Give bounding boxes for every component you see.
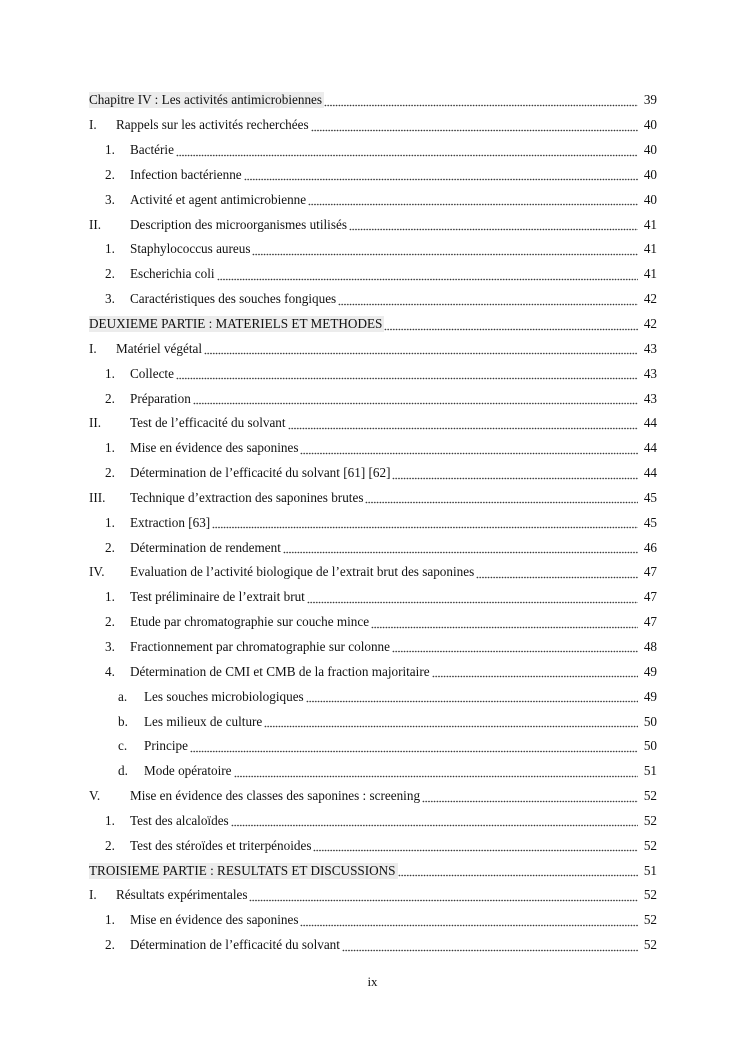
toc-entry-number: 1. — [105, 142, 115, 158]
toc-entry[interactable] — [89, 262, 657, 287]
toc-page-number: 40 — [643, 142, 657, 158]
dot-leader — [349, 222, 638, 232]
toc-page-number: 52 — [643, 812, 657, 828]
toc-entry-title: Fractionnement par chromatographie sur colonne — [130, 638, 390, 654]
dot-leader — [342, 943, 638, 953]
toc-entry-title: Escherichia coli — [130, 266, 215, 282]
toc-entry-number: 2. — [105, 539, 115, 555]
dot-leader — [476, 570, 638, 580]
toc-page-number: 51 — [643, 763, 657, 779]
toc-entry-title: Test des alcaloïdes — [130, 812, 229, 828]
toc-entry-title: Collecte — [130, 365, 174, 381]
toc-entry[interactable] — [89, 113, 657, 138]
toc-entry[interactable] — [89, 858, 657, 883]
toc-page-number: 40 — [643, 166, 657, 182]
dot-leader — [384, 322, 638, 332]
toc-entry-number: 3. — [105, 291, 115, 307]
toc-page-number: 40 — [643, 191, 657, 207]
toc-page-number: 39 — [643, 92, 657, 108]
dot-leader — [324, 98, 638, 108]
dot-leader — [176, 371, 638, 381]
toc-page-number: 52 — [643, 788, 657, 804]
dot-leader — [176, 148, 638, 158]
dot-leader — [311, 123, 638, 133]
toc-entry-title: Rappels sur les activités recherchées — [116, 117, 309, 133]
toc-entry[interactable] — [89, 486, 657, 511]
toc-entry-title: Etude par chromatographie sur couche mince — [130, 614, 370, 630]
toc-entry[interactable] — [89, 88, 657, 113]
toc-entry-number: 4. — [105, 663, 115, 679]
toc-entry-title: Extraction [63] — [130, 514, 211, 530]
toc-page-number: 42 — [643, 316, 657, 332]
dot-leader — [204, 346, 638, 356]
toc-entry[interactable] — [89, 386, 657, 411]
toc-entry[interactable] — [89, 908, 657, 933]
toc-entry[interactable] — [89, 759, 657, 784]
toc-entry-title: Activité et agent antimicrobienne — [130, 191, 307, 207]
toc-entry-number: I. — [89, 117, 97, 133]
toc-page-number: 52 — [643, 912, 657, 928]
toc-entry[interactable] — [89, 684, 657, 709]
dot-leader — [306, 694, 638, 704]
dot-leader — [307, 595, 638, 605]
dot-leader — [249, 893, 638, 903]
toc-entry-number: V. — [89, 788, 101, 804]
table-of-contents — [89, 88, 657, 958]
dot-leader — [212, 520, 638, 530]
dot-leader — [392, 644, 638, 654]
toc-entry-title: Détermination de l’efficacité du solvant [61] [62] — [130, 465, 391, 481]
toc-entry[interactable] — [89, 436, 657, 461]
toc-entry-number: II. — [89, 216, 102, 232]
toc-entry-number: 2. — [105, 837, 115, 853]
toc-entry[interactable] — [89, 212, 657, 237]
dot-leader — [422, 794, 638, 804]
toc-entry[interactable] — [89, 138, 657, 163]
toc-part-heading: Chapitre IV : Les activités antimicrobiennes — [89, 92, 323, 108]
toc-entry-number: 1. — [105, 912, 115, 928]
toc-page-number: 44 — [643, 440, 657, 456]
dot-leader — [264, 719, 638, 729]
dot-leader — [244, 172, 638, 182]
toc-entry-number: 1. — [105, 812, 115, 828]
toc-entry-title: Bactérie — [130, 142, 174, 158]
toc-entry-number: 2. — [105, 614, 115, 630]
toc-entry-title: Evaluation de l’activité biologique de l’extrait brut des saponines — [130, 564, 475, 580]
toc-page-number: 51 — [643, 862, 657, 878]
toc-page-number: 47 — [643, 564, 657, 580]
toc-part-heading: TROISIEME PARTIE : RESULTATS ET DISCUSSIONS — [89, 862, 396, 878]
dot-leader — [300, 918, 638, 928]
dot-leader — [338, 297, 638, 307]
toc-page-number: 52 — [643, 937, 657, 953]
toc-page-number: 49 — [643, 688, 657, 704]
dot-leader — [371, 620, 638, 630]
toc-page-number: 45 — [643, 514, 657, 530]
toc-entry-number: c. — [118, 738, 128, 754]
toc-page-number: 43 — [643, 390, 657, 406]
toc-entry-title: Technique d’extraction des saponines brutes — [130, 489, 364, 505]
toc-entry[interactable] — [89, 833, 657, 858]
toc-entry-title: Test de l’efficacité du solvant — [130, 415, 286, 431]
toc-page-number: 47 — [643, 614, 657, 630]
toc-entry-title: Mise en évidence des saponines — [130, 912, 299, 928]
toc-entry-number: 2. — [105, 390, 115, 406]
toc-page-number: 46 — [643, 539, 657, 555]
toc-entry[interactable] — [89, 585, 657, 610]
toc-entry[interactable] — [89, 560, 657, 585]
toc-entry-title: Test des stéroïdes et triterpénoides — [130, 837, 312, 853]
dot-leader — [217, 272, 638, 282]
toc-entry-title: Préparation — [130, 390, 191, 406]
toc-entry-number: I. — [89, 887, 97, 903]
toc-entry-title: Description des microorganismes utilisés — [130, 216, 347, 232]
toc-entry-number: a. — [118, 688, 128, 704]
toc-entry-title: Les milieux de culture — [144, 713, 263, 729]
dot-leader — [392, 471, 638, 481]
dot-leader — [365, 495, 638, 505]
toc-page-number: 41 — [643, 216, 657, 232]
toc-entry-title: Staphylococcus aureus — [130, 241, 251, 257]
toc-entry-number: 3. — [105, 638, 115, 654]
dot-leader — [283, 545, 638, 555]
toc-page-number: 50 — [643, 713, 657, 729]
toc-entry[interactable] — [89, 237, 657, 262]
toc-entry-title: Détermination de l’efficacité du solvant — [130, 937, 340, 953]
toc-entry[interactable] — [89, 163, 657, 188]
toc-page-number: 40 — [643, 117, 657, 133]
toc-entry[interactable] — [89, 734, 657, 759]
toc-entry-number: 1. — [105, 589, 115, 605]
toc-page-number: 47 — [643, 589, 657, 605]
dot-leader — [398, 868, 638, 878]
dot-leader — [190, 744, 638, 754]
toc-entry-title: Mode opératoire — [144, 763, 232, 779]
toc-entry-title: Infection bactérienne — [130, 166, 242, 182]
toc-entry[interactable] — [89, 535, 657, 560]
toc-entry[interactable] — [89, 336, 657, 361]
toc-entry[interactable] — [89, 808, 657, 833]
toc-entry[interactable] — [89, 635, 657, 660]
toc-entry-number: II. — [89, 415, 102, 431]
toc-entry[interactable] — [89, 287, 657, 312]
dot-leader — [300, 446, 638, 456]
dot-leader — [432, 669, 638, 679]
dot-leader — [234, 769, 638, 779]
toc-entry[interactable] — [89, 709, 657, 734]
toc-entry-title: Mise en évidence des saponines — [130, 440, 299, 456]
toc-entry-title: Détermination de CMI et CMB de la fraction majoritaire — [130, 663, 430, 679]
toc-page-number: 41 — [643, 266, 657, 282]
toc-entry-number: 1. — [105, 440, 115, 456]
toc-entry-number: III. — [89, 489, 106, 505]
toc-entry-number: 2. — [105, 266, 115, 282]
toc-page-number: 52 — [643, 887, 657, 903]
toc-entry-number: 2. — [105, 465, 115, 481]
toc-entry-number: 1. — [105, 365, 115, 381]
toc-entry-number: I. — [89, 340, 97, 356]
toc-entry-title: Mise en évidence des classes des saponines : screening — [130, 788, 421, 804]
toc-entry-title: Caractéristiques des souches fongiques — [130, 291, 337, 307]
toc-entry[interactable] — [89, 510, 657, 535]
toc-entry[interactable] — [89, 784, 657, 809]
toc-entry[interactable] — [89, 411, 657, 436]
toc-entry-title: Les souches microbiologiques — [144, 688, 304, 704]
toc-entry-title: Résultats expérimentales — [116, 887, 248, 903]
toc-entry-number: d. — [118, 763, 128, 779]
dot-leader — [308, 197, 638, 207]
toc-entry-number: 2. — [105, 937, 115, 953]
toc-entry-number: b. — [118, 713, 128, 729]
toc-entry-number: 3. — [105, 191, 115, 207]
toc-entry-title: Test préliminaire de l’extrait brut — [130, 589, 305, 605]
page-number: ix — [367, 974, 378, 989]
dot-leader — [231, 818, 638, 828]
toc-entry-number: 1. — [105, 514, 115, 530]
toc-entry-number: 2. — [105, 166, 115, 182]
toc-entry-title: Détermination de rendement — [130, 539, 281, 555]
toc-page-number: 43 — [643, 365, 657, 381]
toc-page-number: 50 — [643, 738, 657, 754]
toc-entry[interactable] — [89, 461, 657, 486]
toc-entry[interactable] — [89, 610, 657, 635]
toc-entry[interactable] — [89, 933, 657, 958]
toc-page-number: 41 — [643, 241, 657, 257]
toc-part-heading: DEUXIEME PARTIE : MATERIELS ET METHODES — [89, 316, 383, 332]
toc-entry-number: 1. — [105, 241, 115, 257]
toc-entry[interactable] — [89, 187, 657, 212]
toc-page-number: 45 — [643, 489, 657, 505]
toc-entry-title: Principe — [144, 738, 188, 754]
toc-page-number: 49 — [643, 663, 657, 679]
toc-entry[interactable] — [89, 312, 657, 337]
dot-leader — [313, 843, 638, 853]
toc-entry[interactable] — [89, 659, 657, 684]
toc-entry[interactable] — [89, 883, 657, 908]
toc-entry[interactable] — [89, 361, 657, 386]
dot-leader — [288, 421, 638, 431]
toc-page-number: 43 — [643, 340, 657, 356]
toc-page-number: 42 — [643, 291, 657, 307]
toc-page-number: 48 — [643, 638, 657, 654]
toc-entry-number: IV. — [89, 564, 105, 580]
dot-leader — [252, 247, 638, 257]
toc-page-number: 44 — [643, 465, 657, 481]
dot-leader — [193, 396, 638, 406]
toc-entry-title: Matériel végétal — [116, 340, 203, 356]
toc-page-number: 52 — [643, 837, 657, 853]
toc-page-number: 44 — [643, 415, 657, 431]
